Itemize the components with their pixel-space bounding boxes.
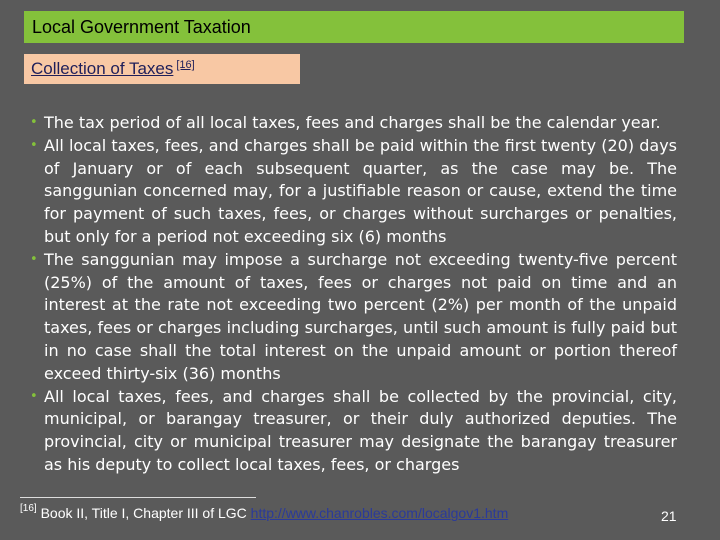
title-bar	[24, 11, 684, 43]
bullet-icon: •	[30, 115, 38, 130]
bullet-item	[30, 135, 677, 249]
bullet-icon: •	[30, 388, 38, 404]
subtitle-footnote-ref[interactable]: [16]	[176, 59, 195, 71]
bullet-item	[30, 112, 677, 135]
bullet-text: All local taxes, fees, and charges shall be paid within the first twenty (20) days of January or of each subsequent quarter, as the case may be. The sanggunian concerned may, for a justifiable reason or cause, extend the time for payment of such taxes, fees, or charges without surcharges or penalties, but only for a period not exceeding six (6) months	[44, 135, 677, 246]
slide-subtitle: Collection of Taxes	[31, 59, 174, 78]
footnote-link[interactable]: http://www.chanrobles.com/localgov1.htm	[250, 505, 509, 521]
footnote	[20, 505, 508, 521]
bullet-item	[30, 249, 677, 386]
footnote-divider	[20, 497, 256, 498]
footnote-text: Book II, Title I, Chapter III of LGC	[36, 505, 251, 521]
page-number: 21	[661, 508, 677, 524]
footnote-ref: [16]	[20, 503, 37, 514]
bullet-text: The tax period of all local taxes, fees and charges shall be the calendar year.	[44, 113, 661, 132]
bullet-icon: •	[30, 251, 38, 267]
subtitle-box	[24, 54, 300, 84]
bullet-text: All local taxes, fees, and charges shall be collected by the provincial, city, municipal, or barangay treasurer, or their duly authorized deputies. The provincial, city or municipal treasurer may designate the barangay treasurer as his deputy to collect local taxes, fees, or charges	[44, 386, 677, 474]
bullet-list	[30, 112, 677, 477]
bullet-item	[30, 386, 677, 477]
bullet-icon: •	[30, 137, 38, 153]
slide-title: Local Government Taxation	[32, 16, 251, 37]
bullet-text: The sanggunian may impose a surcharge not exceeding twenty-five percent (25%) of the amount of taxes, fees or charges not paid on time and an interest at the rate not exceeding two percent (2%) per month of the unpaid taxes, fees or charges including surcharges, until such amount is fully paid but in no case shall the total interest on the unpaid amount or portion thereof exceed thirty-six (36) months	[44, 249, 677, 383]
